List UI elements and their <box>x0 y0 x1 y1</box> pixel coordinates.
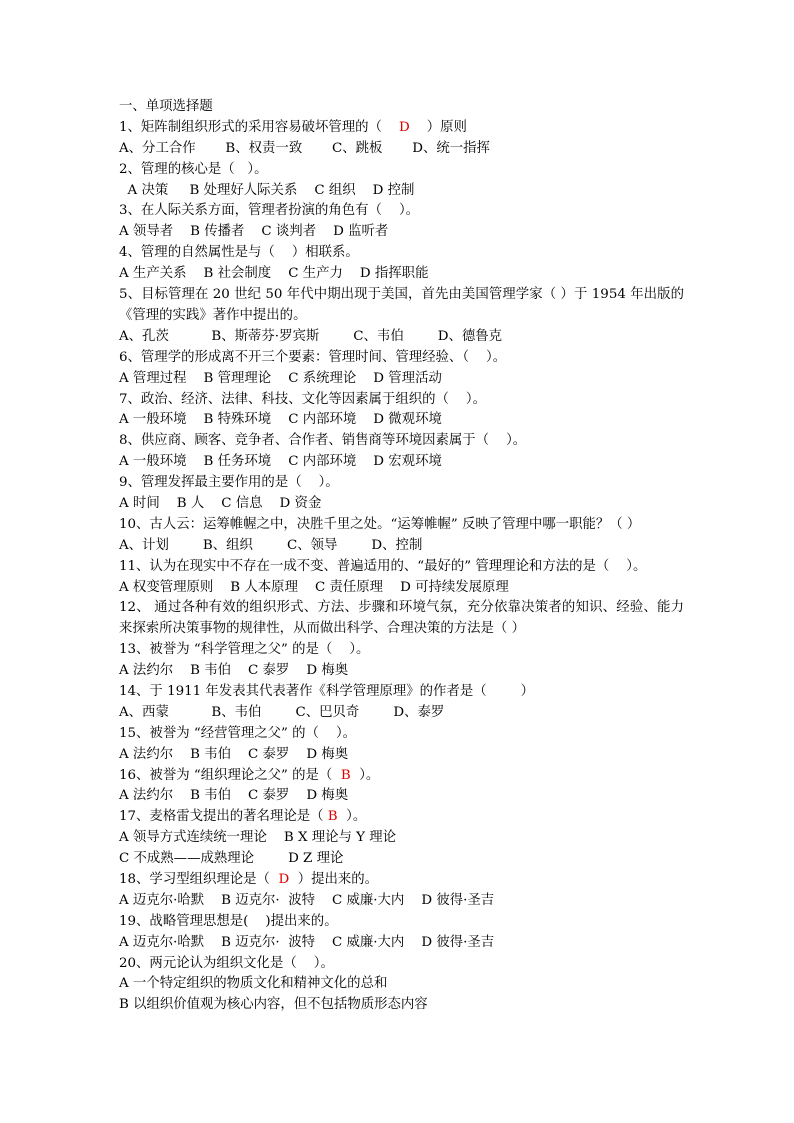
question-line: 10、古人云：运筹帷幄之中，决胜千里之处。“运筹帷幄” 反映了管理中哪一职能？（ ） <box>119 516 641 532</box>
question-line: 6、管理学的形成离不开三个要素：管理时间、管理经验、（ ）。 <box>119 349 507 365</box>
question-line: 15、被誉为 “经营管理之父” 的（ ）。 <box>119 725 357 741</box>
question-line: 9、管理发挥最主要作用的是（ ）。 <box>119 475 339 491</box>
question-line: 3、在人际关系方面，管理者扮演的角色有（ ）。 <box>119 203 420 219</box>
question-line: 11、认为在现实中不存在一成不变、普遍适用的、“最好的” 管理理论和方法的是（ ）。 <box>119 558 647 574</box>
question-line: 4、管理的自然属性是与（ ）相联系。 <box>119 245 359 261</box>
answer-mark: D <box>398 119 410 135</box>
answer-mark: B <box>340 767 351 783</box>
question-line: 17、麦格雷戈提出的著名理论是（ B ）。 <box>119 809 367 825</box>
option-line: A 领导方式连续统一理论 B X 理论与 Y 理论 <box>119 830 397 846</box>
answer-mark: B <box>327 809 338 825</box>
option-line: A 权变管理原则 B 人本原理 C 责任原理 D 可持续发展原理 <box>119 579 509 595</box>
question-line: 18、学习型组织理论是（ D ）提出来的。 <box>119 872 379 888</box>
option-line: A 一个特定组织的物质文化和精神文化的总和 <box>119 976 388 992</box>
question-line: 5、目标管理在 20 世纪 50 年代中期出现于美国，首先由美国管理学家（ ）于 1954 年出版的《管理的实践》著作中提出的。 <box>119 287 684 323</box>
question-line: 1、矩阵制组织形式的采用容易破坏管理的（ D ）原则 <box>119 119 467 135</box>
question-line: 8、供应商、顾客、竞争者、合作者、销售商等环境因素属于（ ）。 <box>119 433 527 449</box>
option-line: A 时间 B 人 C 信息 D 资金 <box>119 495 322 511</box>
question-line: 2、管理的核心是（ ）。 <box>119 161 268 177</box>
option-line: A 管理过程 B 管理理论 C 系统理论 D 管理活动 <box>119 370 442 386</box>
option-line: A 一般环境 B 特殊环境 C 内部环境 D 微观环境 <box>119 412 442 428</box>
option-line: A 法约尔 B 韦伯 C 泰罗 D 梅奥 <box>119 746 349 762</box>
option-line: A、计划 B、组织 C、领导 D、控制 <box>119 537 423 553</box>
question-line: 20、两元论认为组织文化是（ ）。 <box>119 955 334 971</box>
option-line: A 迈克尔·哈默 B 迈克尔· 波特 C 威廉·大内 D 彼得·圣吉 <box>119 892 495 908</box>
option-line: A、分工合作 B、权责一致 C、跳板 D、统一指挥 <box>119 140 490 156</box>
option-line: A 法约尔 B 韦伯 C 泰罗 D 梅奥 <box>119 663 349 679</box>
option-line: A 生产关系 B 社会制度 C 生产力 D 指挥职能 <box>119 266 429 282</box>
question-list <box>119 118 684 1016</box>
answer-mark: D <box>278 872 290 888</box>
option-line: A、西蒙 B、韦伯 C、巴贝奇 D、泰罗 <box>119 704 445 720</box>
question-line: 7、政治、经济、法律、科技、文化等因素属于组织的（ ）。 <box>119 391 486 407</box>
question-line: 13、被誉为 “科学管理之父” 的是（ ）。 <box>119 642 370 658</box>
option-line: A 法约尔 B 韦伯 C 泰罗 D 梅奥 <box>119 788 349 804</box>
question-line: 16、被誉为 “组织理论之父” 的是（ B ）。 <box>119 767 380 783</box>
option-line: C 不成熟——成熟理论 D Z 理论 <box>119 851 344 867</box>
question-line: 12、 通过各种有效的组织形式、方法、步骤和环境气氛，充分依靠决策者的知识、经验、能力来探索所决策事物的规律性，从而做出科学、合理决策的方法是（ ） <box>119 600 684 637</box>
section-title: 一、单项选择题 <box>119 99 213 114</box>
option-line: A 迈克尔·哈默 B 迈克尔· 波特 C 威廉·大内 D 彼得·圣吉 <box>119 934 495 950</box>
question-line: A 决策 B 处理好人际关系 C 组织 D 控制 <box>119 182 415 198</box>
option-line: A 一般环境 B 任务环境 C 内部环境 D 宏观环境 <box>119 454 442 470</box>
option-line: A、孔茨 B、斯蒂芬·罗宾斯 C、韦伯 D、德鲁克 <box>119 328 503 344</box>
document-body <box>119 97 684 1016</box>
question-line: 14、于 1911 年发表其代表著作《科学管理原理》的作者是（ ） <box>119 684 535 700</box>
option-line: B 以组织价值观为核心内容，但不包括物质形态内容 <box>119 997 428 1013</box>
option-line: A 领导者 B 传播者 C 谈判者 D 监听者 <box>119 224 389 240</box>
question-line: 19、战略管理思想是( )提出来的。 <box>119 913 338 929</box>
